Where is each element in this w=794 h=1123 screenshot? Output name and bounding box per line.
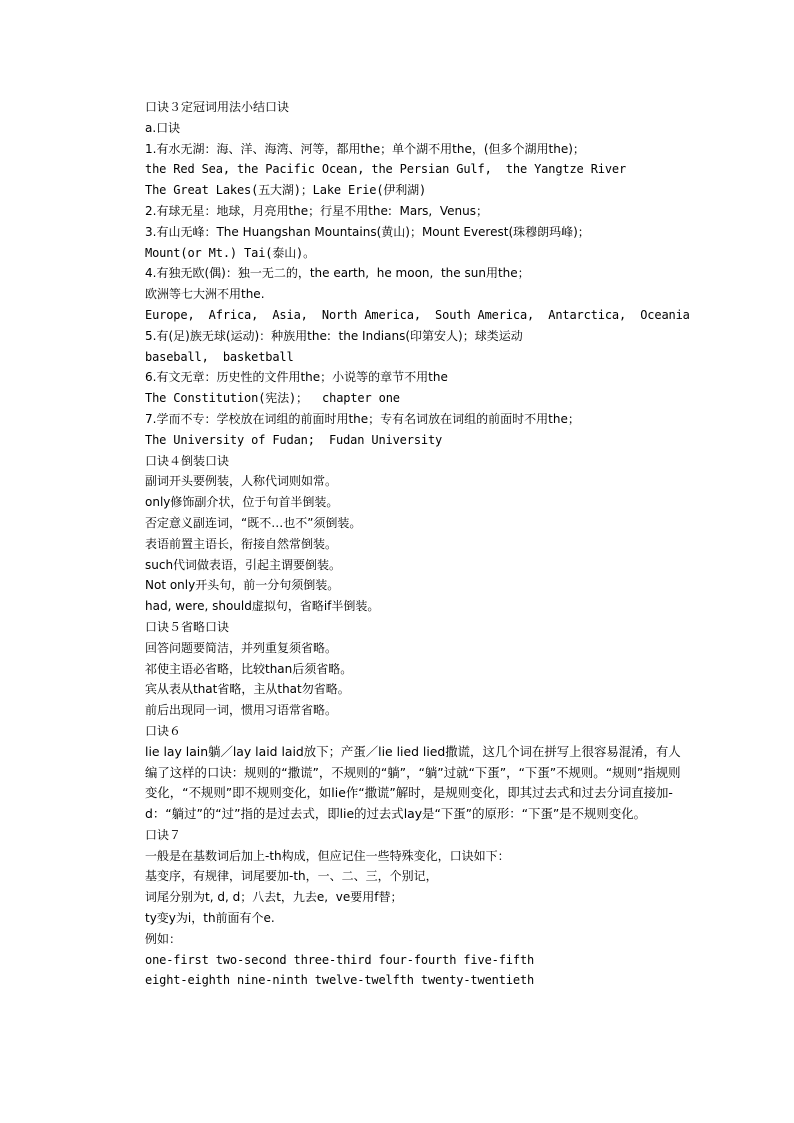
- ordinal-examples-1: one-first two-second three-third four-fourth five-fifth: [145, 952, 535, 967]
- inversion-line-4: 表语前置主语长，衔接自然常倒装。: [145, 536, 338, 551]
- ordinal-rule-1: 基变序，有规律，词尾要加-th，一、二、三，个别记，: [145, 869, 438, 884]
- ellipsis-line-3: 宾从表从that省略，主从that勿省略。: [145, 682, 350, 697]
- document-body: [145, 97, 690, 991]
- rule-1: 1.有水无湖：海、洋、海湾、河等，都用the；单个湖不用the，(但多个湖用the)；: [145, 141, 585, 156]
- rule-4-note: 欧洲等七大洲不用the.: [145, 287, 265, 302]
- rule-4-example: Europe, Africa, Asia, North America, South America, Antarctica, Oceania: [145, 307, 690, 322]
- inversion-line-6: Not only开头句，前一分句须倒装。: [145, 578, 340, 593]
- ellipsis-line-2: 祁使主语必省略，比较than后须省略。: [145, 661, 353, 676]
- ordinal-examples-2: eight-eighth nine-ninth twelve-twelfth twenty-twentieth: [145, 973, 535, 988]
- heading-mnemonic-6: 口诀６: [145, 723, 182, 738]
- rule-5: 5.有(足)族无球(运动)：种族用the: the Indians(印第安人)；球类运动: [145, 328, 523, 343]
- rule-5-example: baseball, basketball: [145, 349, 294, 364]
- rule-6: 6.有文无章：历史性的文件用the；小说等的章节不用the: [145, 370, 448, 385]
- rule-7: 7.学而不专：学校放在词组的前面时用the；专有名词放在词组的前面时不用the；: [145, 411, 580, 426]
- inversion-line-2: only修饰副介状，位于句首半倒装。: [145, 495, 339, 510]
- example-label: 例如：: [145, 931, 182, 946]
- ordinal-intro: 一般是在基数词后加上-th构成，但应记住一些特殊变化，口诀如下：: [145, 848, 510, 863]
- rule-7-example: The University of Fudan; Fudan University: [145, 432, 443, 447]
- heading-mnemonic-7: 口诀７: [145, 827, 182, 842]
- ellipsis-line-1: 回答问题要简洁，并列重复须省略。: [145, 640, 338, 655]
- rule-3: 3.有山无峰：The Huangshan Mountains(黄山)；Mount Everest(珠穆朗玛峰)；: [145, 224, 590, 239]
- heading-ellipsis-mnemonic: 口诀５省略口诀: [145, 619, 230, 634]
- inversion-line-1: 副词开头要例装，人称代词则如常。: [145, 474, 338, 489]
- inversion-line-5: such代词做表语，引起主谓要倒装。: [145, 557, 342, 572]
- rule-3-example: Mount(or Mt.) Tai(泰山)。: [145, 245, 315, 260]
- rule-4: 4.有独无欧(偶)：独一无二的，the earth, he moon, the sun用the；: [145, 266, 530, 281]
- rule-1-example-1: the Red Sea, the Pacific Ocean, the Persian Gulf, the Yangtze River: [145, 162, 627, 177]
- heading-article-mnemonic: 口诀３定冠词用法小结口诀: [145, 100, 290, 114]
- ordinal-rule-2: 词尾分别为t, d, d；八去t，九去e, ve要用f替；: [145, 890, 403, 905]
- inversion-line-3: 否定意义副连词，“既不…也不”须倒装。: [145, 515, 362, 530]
- rule-6-example: The Constitution(宪法)； chapter one: [145, 391, 400, 406]
- mnemonic-6-paragraph: lie lay lain躺／lay laid laid放下；产蛋／lie lied lied撒谎，这几个词在拼写上很容易混淆，有人编了这样的口诀：规则的“撒谎”，不规则的“躺”，“躺”过就“下蛋”，“下蛋”不规则。“规则”指规则变化，“不规则”即不规则变化，如lie作“撒谎”解时，是规则变化，即其过去式和过去分词直接加-d：“躺过”的“过”指的是过去式，即lie的过去式lay是“下蛋”的原形：“下蛋”是不规则变化。: [145, 743, 681, 822]
- subheading-a: a.口诀: [145, 120, 181, 135]
- ordinal-rule-3: ty变y为i，th前面有个e.: [145, 911, 275, 926]
- rule-2: 2.有球无星：地球，月亮用the；行星不用the: Mars, Venus；: [145, 203, 488, 218]
- rule-1-example-2: The Great Lakes(五大湖)；Lake Erie(伊利湖): [145, 183, 427, 198]
- ellipsis-line-4: 前后出现同一词，惯用习语常省略。: [145, 703, 338, 718]
- heading-inversion-mnemonic: 口诀４倒装口诀: [145, 453, 230, 468]
- inversion-line-7: had, were, should虚拟句，省略if半倒装。: [145, 599, 380, 614]
